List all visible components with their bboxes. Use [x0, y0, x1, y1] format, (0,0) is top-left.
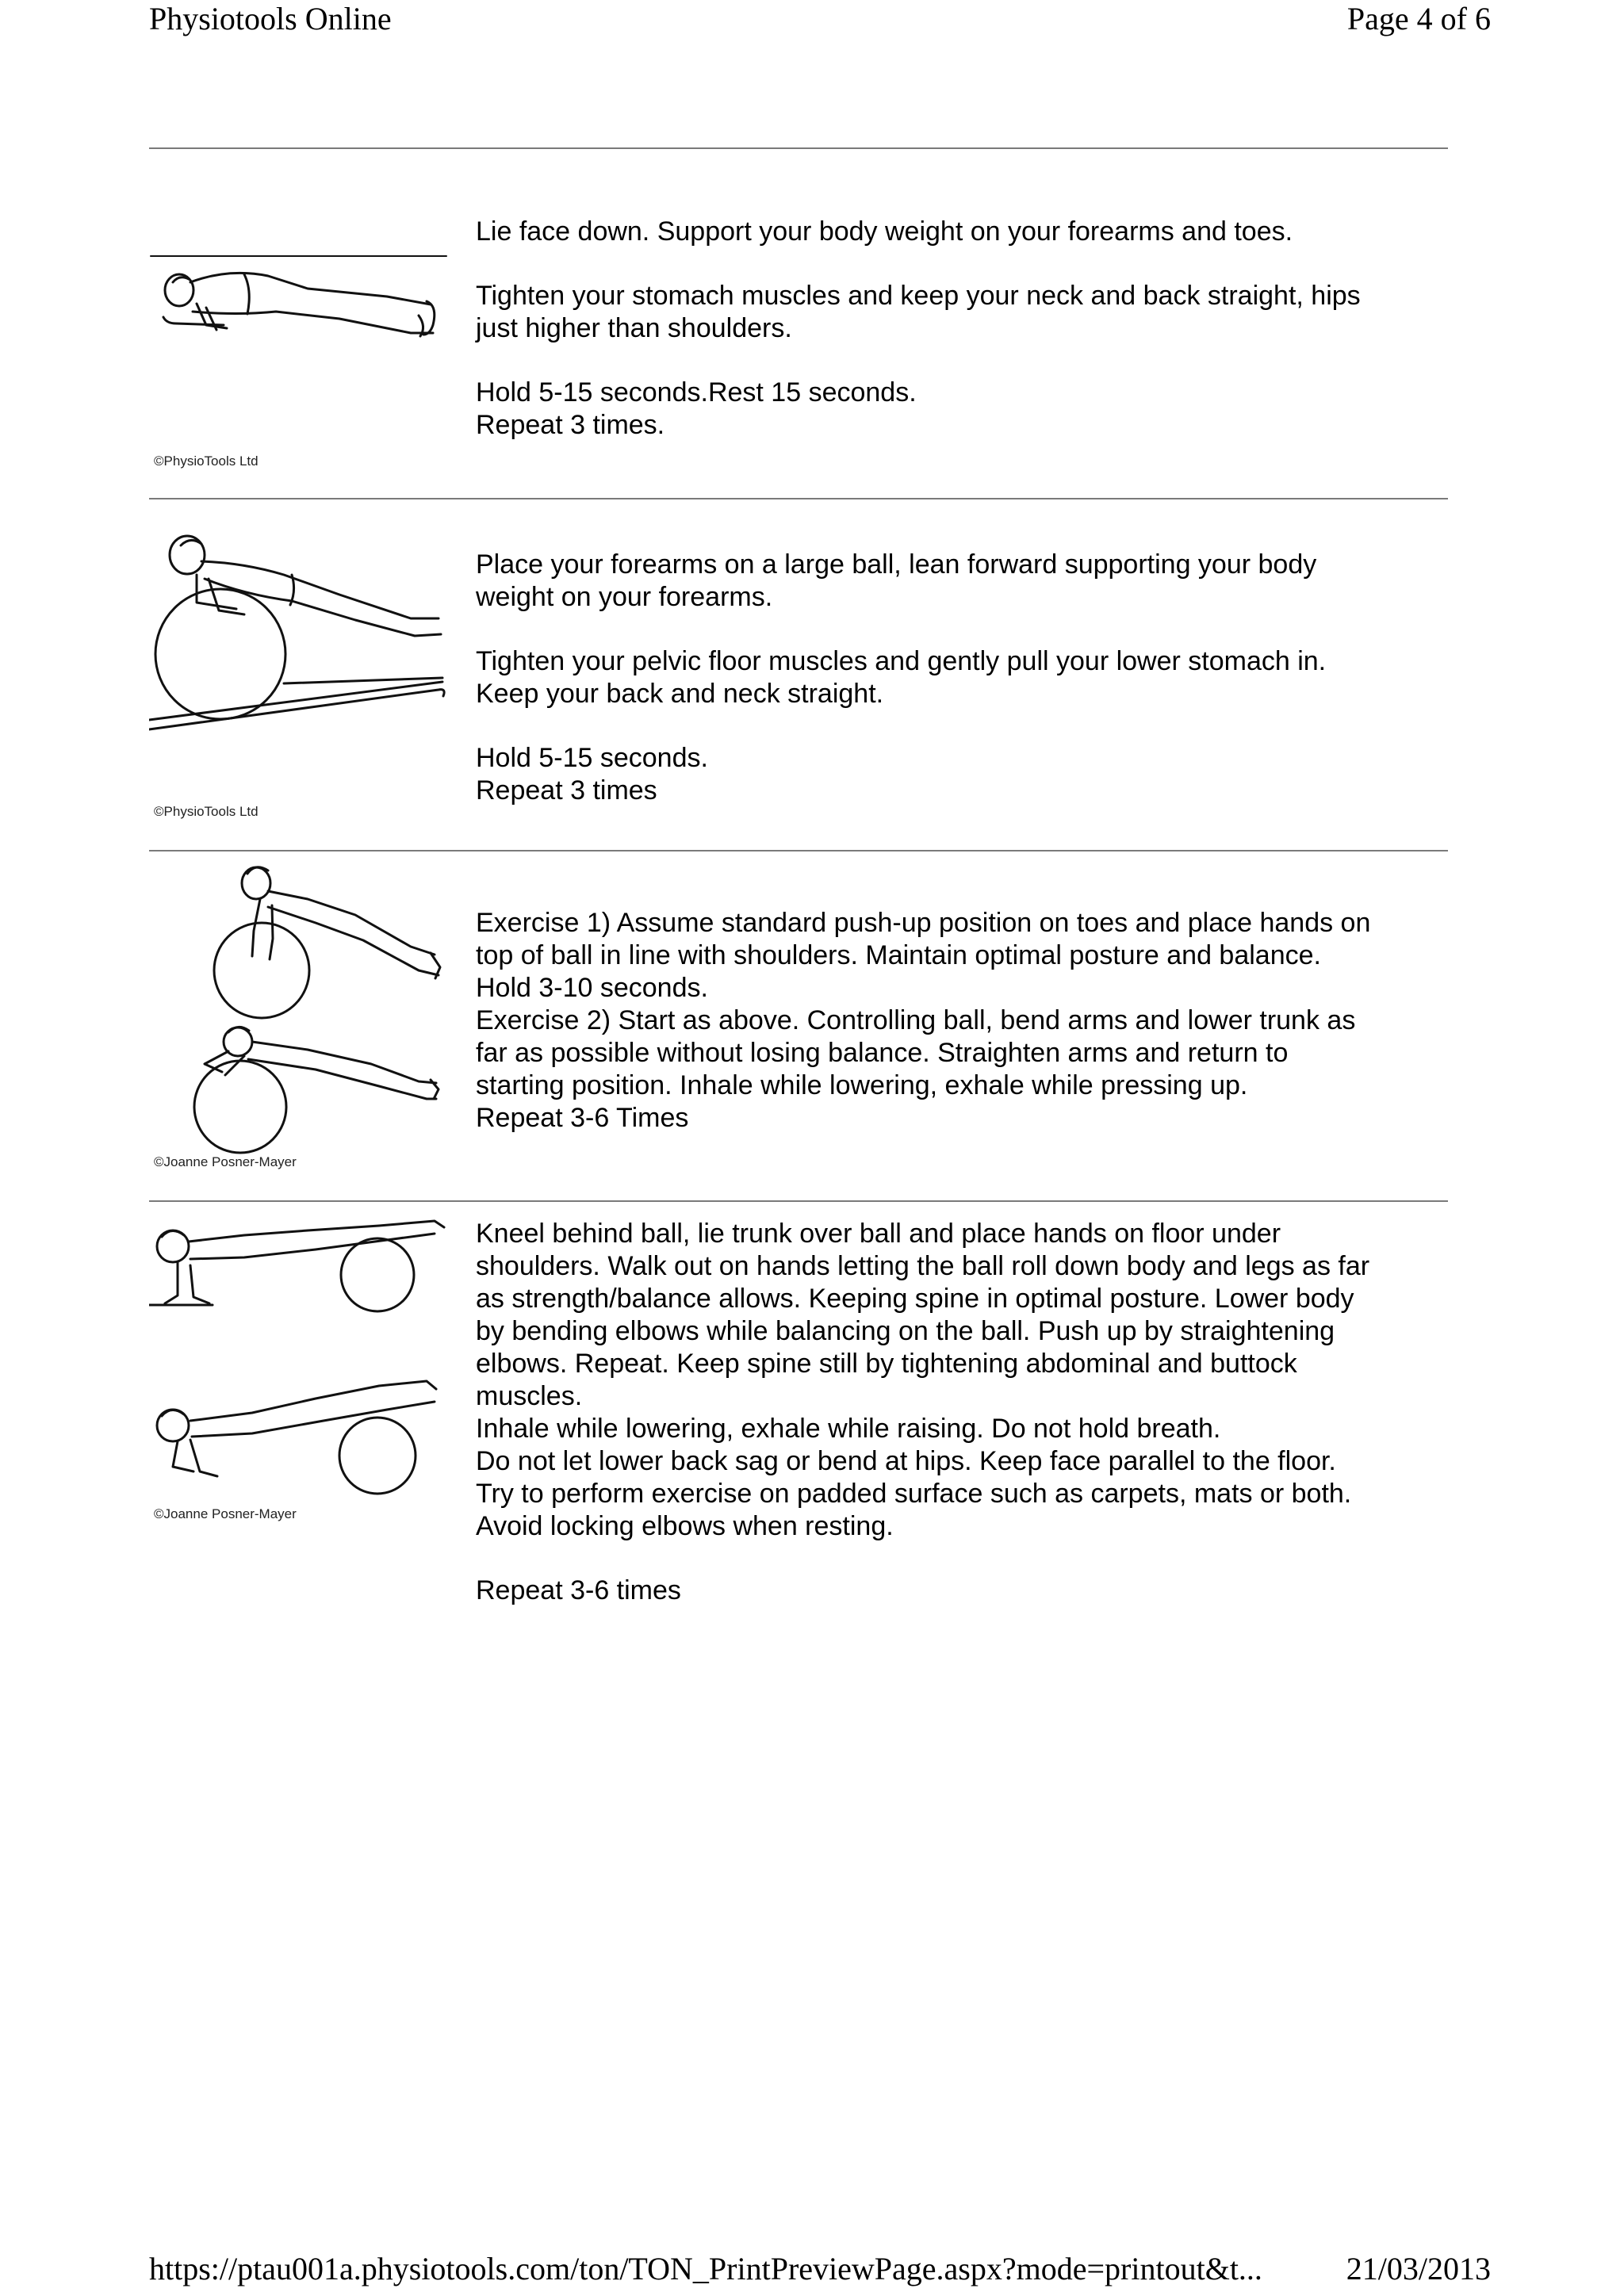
instruction-line: Kneel behind ball, lie trunk over ball and place hands on floor under — [476, 1219, 1281, 1249]
instruction-line: shoulders. Walk out on hands letting the ball roll down body and legs as far — [476, 1251, 1370, 1281]
instruction-line: muscles. — [476, 1381, 583, 1411]
app-title: Physiotools Online — [149, 1, 392, 36]
instruction-line: Hold 5-15 seconds.Rest 15 seconds. — [476, 377, 917, 408]
instruction-line: Exercise 1) Assume standard push-up position on toes and place hands on — [476, 908, 1371, 938]
instruction-line: Tighten your stomach muscles and keep your neck and back straight, hips — [476, 281, 1361, 311]
instruction-line: as strength/balance allows. Keeping spine in optimal posture. Lower body — [476, 1284, 1354, 1314]
walk-out-on-ball-icon — [149, 1202, 450, 1503]
image-credit: ©Joanne Posner-Mayer — [154, 1154, 297, 1169]
image-credit: ©PhysioTools Ltd — [154, 453, 259, 469]
instruction-line: weight on your forearms. — [476, 582, 773, 612]
instruction-line: elbows. Repeat. Keep spine still by tightening abdominal and buttock — [476, 1349, 1297, 1379]
print-date: 21/03/2013 — [1346, 2251, 1491, 2286]
instruction-line: Inhale while lowering, exhale while raising. Do not hold breath. — [476, 1414, 1221, 1444]
push-up-on-ball-icon — [149, 851, 450, 1161]
exercise-3-instructions — [476, 907, 1448, 1135]
instruction-paragraph — [476, 1575, 1448, 1607]
instruction-line: Lie face down. Support your body weight on your forearms and toes. — [476, 216, 1293, 247]
page-indicator: Page 4 of 6 — [1346, 1, 1491, 36]
instruction-line: top of ball in line with shoulders. Maintain optimal posture and balance. — [476, 940, 1321, 970]
exercise-1 — [149, 149, 1448, 498]
exercise-1-illustration — [149, 149, 450, 355]
exercise-4 — [149, 1202, 1448, 1614]
exercise-2 — [149, 499, 1448, 850]
exercise-3 — [149, 851, 1448, 1200]
exercise-1-instructions — [476, 216, 1448, 442]
instruction-line: Hold 5-15 seconds. — [476, 743, 708, 773]
instruction-paragraph — [476, 216, 1448, 248]
print-header — [149, 0, 1491, 38]
print-footer — [149, 2250, 1491, 2288]
instruction-paragraph — [476, 377, 1448, 442]
image-credit: ©PhysioTools Ltd — [154, 804, 259, 819]
instruction-line: Tighten your pelvic floor muscles and gently pull your lower stomach in. — [476, 646, 1327, 676]
instruction-line: Repeat 3 times — [476, 775, 657, 806]
instruction-line: Exercise 2) Start as above. Controlling ball, bend arms and lower trunk as — [476, 1005, 1356, 1035]
instruction-line: Hold 3-10 seconds. — [476, 973, 708, 1003]
instruction-paragraph — [476, 645, 1448, 710]
instruction-line: far as possible without losing balance. Straighten arms and return to — [476, 1038, 1289, 1068]
exercise-4-instructions — [476, 1218, 1448, 1607]
instruction-paragraph — [476, 907, 1448, 1135]
instruction-line: just higher than shoulders. — [476, 313, 792, 343]
instruction-line: by bending elbows while balancing on the ball. Push up by straightening — [476, 1316, 1335, 1346]
page-url: https://ptau001a.physiotools.com/ton/TON_PrintPreviewPage.aspx?mode=printout&t... — [149, 2251, 1262, 2286]
instruction-line: Repeat 3 times. — [476, 410, 665, 440]
instruction-paragraph — [476, 549, 1448, 614]
exercise-4-illustration — [149, 1202, 450, 1503]
instruction-line: Do not let lower back sag or bend at hips. Keep face parallel to the floor. — [476, 1446, 1336, 1476]
instruction-paragraph — [476, 280, 1448, 345]
exercise-2-illustration — [149, 499, 450, 737]
instruction-line: Repeat 3-6 Times — [476, 1103, 689, 1133]
instruction-line: Try to perform exercise on padded surface such as carpets, mats or both. — [476, 1479, 1352, 1509]
instruction-line: starting position. Inhale while lowering, exhale while pressing up. — [476, 1070, 1248, 1100]
instruction-line: Place your forearms on a large ball, lean forward supporting your body — [476, 549, 1317, 580]
exercise-2-instructions — [476, 549, 1448, 807]
instruction-line: Avoid locking elbows when resting. — [476, 1511, 894, 1541]
instruction-paragraph — [476, 742, 1448, 807]
exercise-3-illustration — [149, 851, 450, 1161]
image-credit: ©Joanne Posner-Mayer — [154, 1506, 297, 1521]
instruction-paragraph — [476, 1218, 1448, 1543]
forearms-on-ball-icon — [149, 499, 450, 737]
instruction-line: Repeat 3-6 times — [476, 1575, 681, 1605]
instruction-line: Keep your back and neck straight. — [476, 679, 884, 709]
plank-figure-icon — [149, 149, 450, 355]
